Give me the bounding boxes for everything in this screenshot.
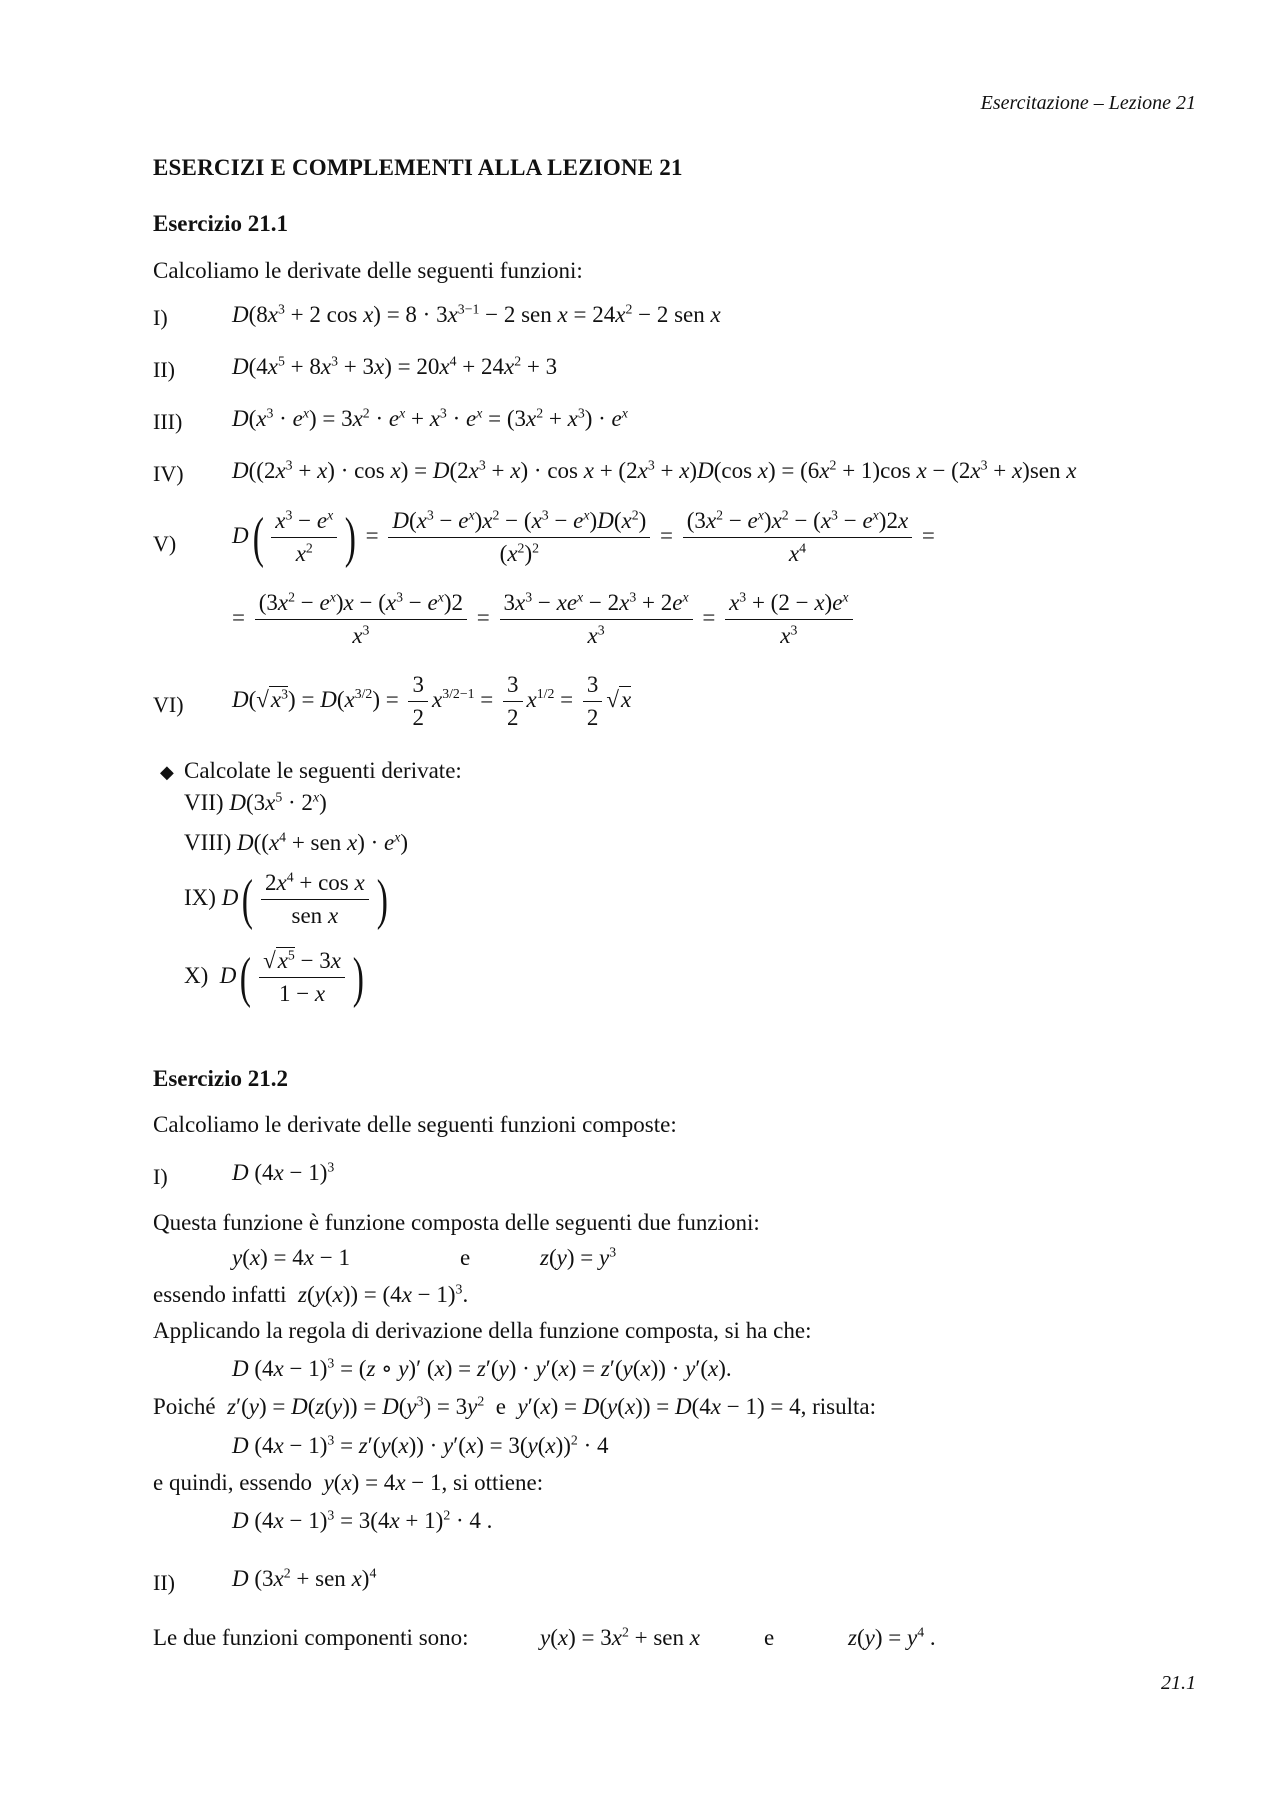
page-number: 21.1 — [1161, 1672, 1196, 1694]
equation-chain-rule: D $(4x - 1)^3 = (z$ ∘ y)′ (x) = z′(y) · y′(x) = z′(y(x)) · y′(x). — [232, 1355, 732, 1381]
equation-components: $z(y) = y^3$ — [540, 1244, 617, 1270]
task-label: VIII) — [184, 830, 232, 855]
item-label: II) — [153, 1570, 175, 1595]
task-label: X) — [184, 962, 209, 988]
item-label: III) — [153, 409, 183, 434]
paragraph: e quindi, essendo y(x) = 4x − 1, si ottiene: — [153, 1470, 544, 1495]
paragraph-text: essendo infatti — [153, 1282, 287, 1307]
equation-components: $y(x) = 3x^2$ + sen x — [540, 1624, 700, 1650]
conjunction: e — [495, 1394, 506, 1419]
item-label: I) — [153, 1164, 168, 1189]
page-title: ESERCIZI E COMPLEMENTI ALLA LEZIONE 21 — [153, 155, 683, 180]
task-label: IX) — [184, 884, 216, 910]
equation-composite-ii: D ($3x^2$ + sen x)$^4$ — [232, 1565, 377, 1591]
equation-result: D $(4x - 1)^3 = 3(4x + 1)^2 \cdot 4$ . — [232, 1507, 493, 1533]
exercise-intro: Calcoliamo le derivate delle seguenti funzioni composte: — [153, 1112, 677, 1137]
exercise-heading: Esercizio 21.1 — [153, 211, 288, 236]
paragraph-text: Poiché — [153, 1394, 216, 1419]
equation-i: $D(8x^3 + 2$ $\cos x) = 8 \cdot 3x^{3-1} - 2$ sen $x = 24x^2 - 2$ sen x — [232, 301, 721, 327]
conjunction: e — [764, 1625, 775, 1650]
item-label: IV) — [153, 461, 184, 486]
task-ix: IX) D( $\frac{2x^4 + \cos x}{\text{sen x}}$ ) — [184, 868, 388, 931]
task-label: VII) — [184, 790, 224, 815]
equation-iv: $D((2x^3 + x) \cdot \cos x) = D(2x^3 + x) \cdot \cos x + (2x^3 + x)D(\cos$ $x) = (6x^2 + 1)\cos$ $x - (2x^3 + x)sen$ x — [232, 457, 1077, 483]
item-label: I) — [153, 305, 168, 330]
conjunction: e — [460, 1245, 471, 1270]
task-intro: Calcolate le seguenti derivate: — [184, 758, 462, 783]
item-label: VI) — [153, 692, 184, 717]
diamond-bullet-icon: ◆ — [160, 762, 174, 782]
equation-iii: $D(x^3 \cdot e^x) = 3x^2 \cdot e^x + x^3 \cdot e^x = (3x^2 + x^3) \cdot e^x$ — [232, 405, 628, 431]
exercise-intro: Calcoliamo le derivate delle seguenti funzioni: — [153, 258, 583, 283]
paragraph: Le due funzioni componenti sono: — [153, 1625, 469, 1650]
equation-composite-i: D $(4x - 1)^3$ — [232, 1159, 335, 1185]
equation-components: $z(y) = y^4$ . — [848, 1624, 936, 1650]
equation-vi: $D(√x^3) = D(x^{3/2})$ = $\frac{3}{2}$ $x^{3/2-1}$ = $\frac{3}{2}$ $x^{1/2}$ = $\frac{3}{2}$ √x — [232, 672, 632, 730]
paragraph: Applicando la regola di derivazione della funzione composta, si ha che: — [153, 1318, 812, 1343]
equation-result-step: D $(4x - 1)^3 = z'(y(x)) \cdot y'(x) = 3(y(x))^2 \cdot 4$ — [232, 1432, 609, 1458]
equation-components: y(x) = 4x − 1 — [232, 1245, 350, 1270]
task-x: X) D( $\frac{√x^5 - 3x}{1 - x}$ ) — [184, 946, 364, 1009]
task-viii: VIII) $D((x^4$ + sen $x) \cdot e^x$) — [184, 829, 409, 855]
paragraph-text: , risulta: — [800, 1394, 876, 1419]
running-title: Esercitazione – Lezione 21 — [980, 92, 1196, 114]
exercise-heading: Esercizio 21.2 — [153, 1066, 288, 1091]
paragraph: Questa funzione è funzione composta delle seguenti due funzioni: — [153, 1210, 760, 1235]
paragraph: Poiché $z'(y) = D(z(y)) = D(y^3) = 3y^2$ e y′(x) = D(y(x)) = D(4x − 1) = 4, risulta: — [153, 1393, 876, 1419]
paragraph: essendo infatti $z(y(x)) = (4x - 1)^3$. — [153, 1281, 469, 1307]
item-label: V) — [153, 531, 177, 556]
equation-v-line2: = $\frac{(3x^2 - e^x)x - (x^3 - e^x)2}{x^3}$ = $\frac{3x^3 - xe^x - 2x^3 + 2e^x}{x^3}$ = $\frac{x^3 + (2 - x)e^x}{x^3}$ — [232, 590, 857, 649]
item-label: II) — [153, 357, 175, 382]
paragraph-text: , si ottiene: — [441, 1470, 544, 1495]
equation-ii: $D(4x^5 + 8x^3 + 3x) = 20x^4 + 24x^2 + 3$ — [232, 353, 558, 379]
equation-v-line1: D( $\frac{x^3 - e^x}{x^2}$ ) = $\frac{D(x^3 - e^x)x^2 - (x^3 - e^x)D(x^2)}{(x^2)^2}$ = $\frac{(3x^2 - e^x)x^2 - (x^3 - e^x)2x}{x^4}$ = — [232, 506, 935, 569]
paragraph-text: e quindi, essendo — [153, 1470, 313, 1495]
task-vii: VII) $D(3x^5 \cdot 2^x)$ — [184, 789, 327, 815]
